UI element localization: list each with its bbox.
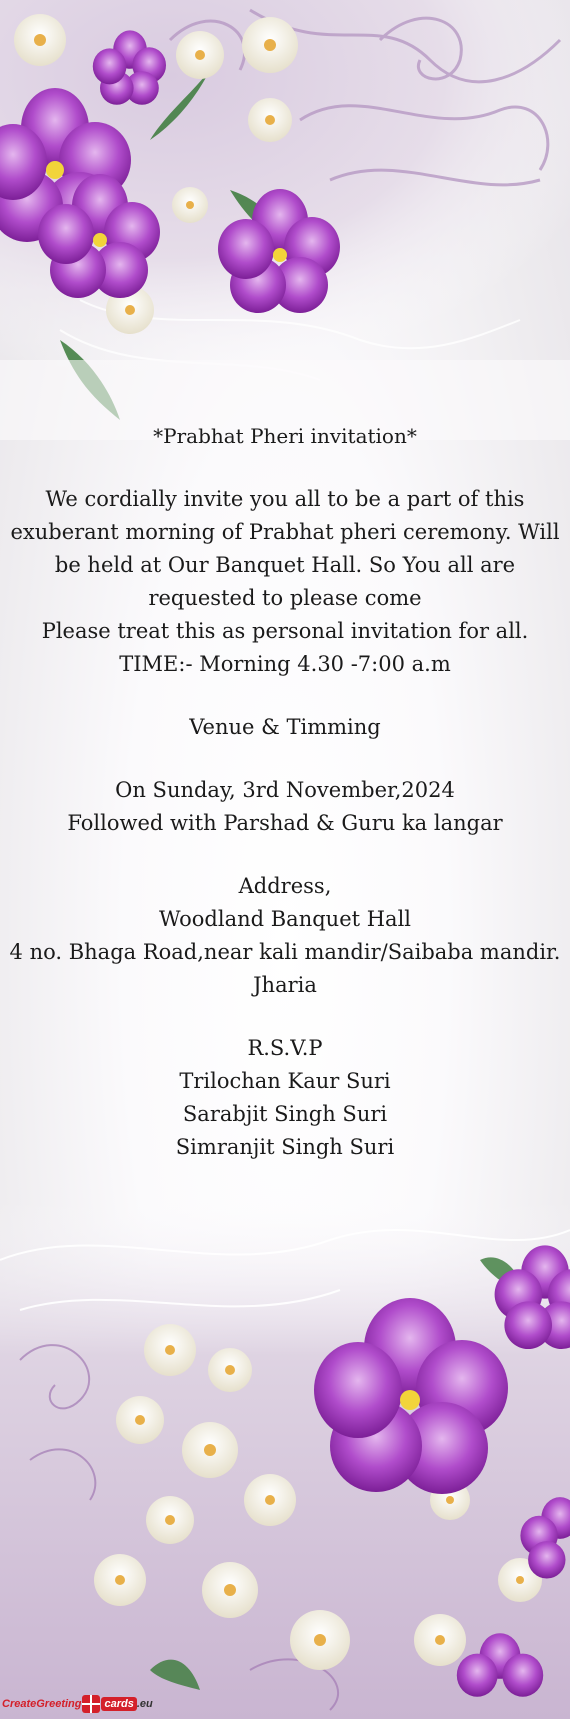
- watermark-cards: cards: [101, 1697, 136, 1711]
- gift-icon: [82, 1695, 100, 1713]
- address-heading: Address,: [238, 874, 332, 898]
- intro-line-1: We cordially invite you all to be a part of this: [45, 487, 525, 511]
- top-floral-decoration: [0, 0, 570, 440]
- bottom-floral-decoration: [0, 1200, 570, 1719]
- invitation-text: [0, 420, 570, 1164]
- site-watermark[interactable]: [2, 1693, 153, 1715]
- intro-line-5: Please treat this as personal invitation for all.: [41, 619, 529, 643]
- address-line-2: 4 no. Bhaga Road,near kali mandir/Saibaba mandir.: [9, 940, 561, 964]
- intro-line-2: exuberant morning of Prabhat pheri ceremony. Will: [10, 520, 560, 544]
- watermark-text: CreateGreeting: [2, 1698, 82, 1710]
- rsvp-name-3: Simranjit Singh Suri: [175, 1135, 395, 1159]
- date-line: On Sunday, 3rd November,2024: [115, 778, 455, 802]
- intro-line-4: requested to please come: [148, 586, 422, 610]
- invitation-title: *Prabhat Pheri invitation*: [153, 424, 417, 448]
- intro-line-3: be held at Our Banquet Hall. So You all are: [54, 553, 516, 577]
- address-line-1: Woodland Banquet Hall: [158, 907, 412, 931]
- venue-heading: Venue & Timming: [189, 715, 381, 739]
- rsvp-name-1: Trilochan Kaur Suri: [179, 1069, 391, 1093]
- time-line: TIME:- Morning 4.30 -7:00 a.m: [119, 652, 451, 676]
- rsvp-heading: R.S.V.P: [247, 1036, 323, 1060]
- rsvp-name-2: Sarabjit Singh Suri: [182, 1102, 388, 1126]
- followed-line: Followed with Parshad & Guru ka langar: [67, 811, 503, 835]
- watermark-domain: .eu: [136, 1698, 153, 1710]
- address-line-3: Jharia: [253, 973, 317, 997]
